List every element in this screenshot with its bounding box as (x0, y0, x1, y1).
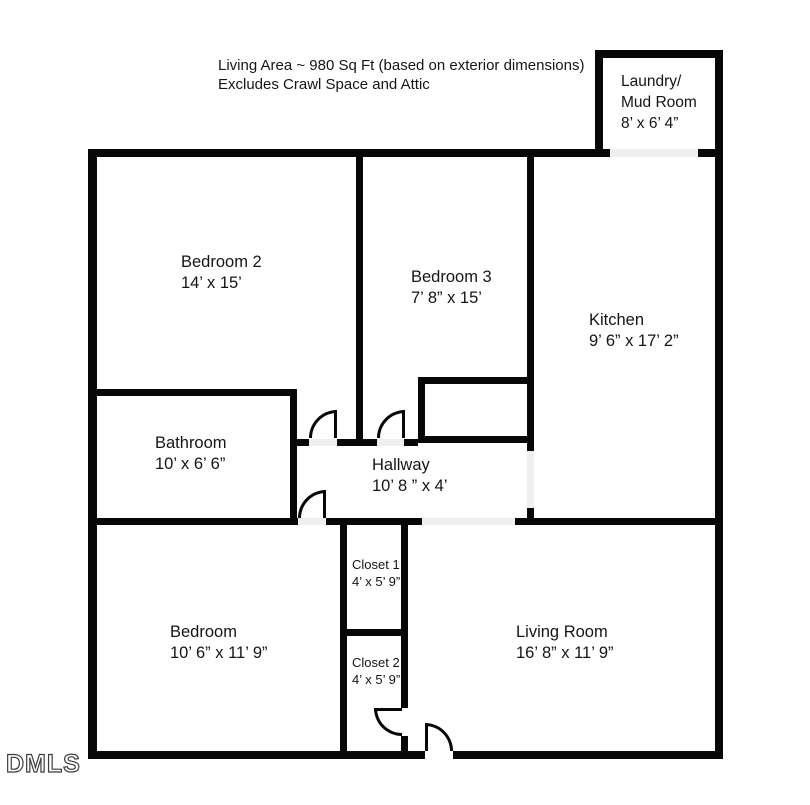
living-room-name: Living Room (516, 623, 608, 641)
living-area-note (218, 56, 584, 94)
wall-hallway-top-a (297, 439, 309, 446)
wall-exterior-left (88, 149, 97, 759)
laundry-name-line1: Laundry/ (621, 73, 682, 90)
bathroom-name: Bathroom (155, 434, 227, 452)
wall-laundry-top (595, 50, 723, 58)
label-closet2 (352, 654, 400, 688)
kitchen-dims: 9’ 6” x 17’ 2” (589, 332, 679, 350)
label-bathroom (155, 433, 227, 475)
laundry-name-line2: Mud Room (621, 94, 697, 111)
laundry-dims: 8’ x 6’ 4” (621, 115, 679, 132)
wall-exterior-bottom-right-segment (453, 751, 723, 759)
hallway-dims: 10’ 8 ” x 4’ (372, 477, 448, 495)
bedroom-dims: 10’ 6” x 11’ 9” (170, 644, 268, 662)
laundry-door-opening (610, 149, 698, 157)
wall-kitchen-livingroom (515, 518, 723, 525)
wall-bedroom2-bedroom3 (356, 157, 363, 439)
bedroom-door-arc (298, 490, 326, 518)
wall-closet-divider (340, 629, 408, 636)
bedroom2-name: Bedroom 2 (181, 253, 262, 271)
label-bedroom3 (411, 267, 492, 309)
wall-hallway-bottom-a (88, 518, 298, 525)
wall-hallway-top-b (337, 439, 377, 446)
label-laundry-mud-room (621, 71, 697, 134)
living-area-note-line2: Excludes Crawl Space and Attic (218, 76, 430, 93)
living-area-note-line1: Living Area ~ 980 Sq Ft (based on exterior dimensions) (218, 57, 585, 74)
closet2-dims: 4’ x 5’ 9” (352, 672, 401, 687)
wall-closet-left (340, 518, 347, 759)
closet2-door-arc (374, 708, 402, 736)
closet2-name: Closet 2 (352, 655, 400, 670)
wall-bathroom-top (88, 389, 297, 396)
hallway-name: Hallway (372, 456, 430, 474)
hall-closet-box (418, 377, 534, 443)
kitchen-name: Kitchen (589, 311, 645, 329)
wall-laundry-left (595, 50, 603, 157)
closet1-name: Closet 1 (352, 557, 400, 572)
bedroom3-door-arc (377, 410, 405, 438)
bedroom2-dims: 14’ x 15’ (181, 274, 242, 292)
living-room-dims: 16’ 8” x 11’ 9” (516, 644, 614, 662)
bedroom-name: Bedroom (170, 623, 237, 641)
label-bedroom (170, 622, 268, 664)
wall-closet-right-lower (401, 736, 408, 759)
bedroom-door-opening (298, 518, 326, 525)
label-closet1 (352, 556, 400, 590)
wall-closet-right-upper (401, 518, 408, 708)
label-kitchen (589, 310, 679, 352)
bedroom3-door-opening (377, 439, 404, 446)
wall-bathroom-right (290, 389, 297, 525)
bedroom3-name: Bedroom 3 (411, 268, 492, 286)
dmls-watermark: DMLS (6, 750, 81, 778)
wall-exterior-top-left-segment (88, 149, 610, 157)
wall-hallway-top-c (404, 439, 418, 446)
entry-door-arc (425, 723, 453, 751)
kitchen-hallway-opening (527, 451, 534, 508)
wall-exterior-right (715, 50, 723, 759)
bathroom-dims: 10’ x 6’ 6” (155, 455, 226, 473)
label-hallway (372, 455, 448, 497)
closet1-dims: 4’ x 5’ 9” (352, 574, 401, 589)
label-living-room (516, 622, 614, 664)
wall-exterior-bottom-left-segment (88, 751, 425, 759)
label-bedroom2 (181, 252, 262, 294)
bedroom2-door-opening (309, 439, 337, 446)
bedroom3-dims: 7’ 8” x 15’ (411, 289, 482, 307)
hallway-livingroom-opening (422, 518, 515, 525)
bedroom2-door-arc (309, 410, 337, 438)
